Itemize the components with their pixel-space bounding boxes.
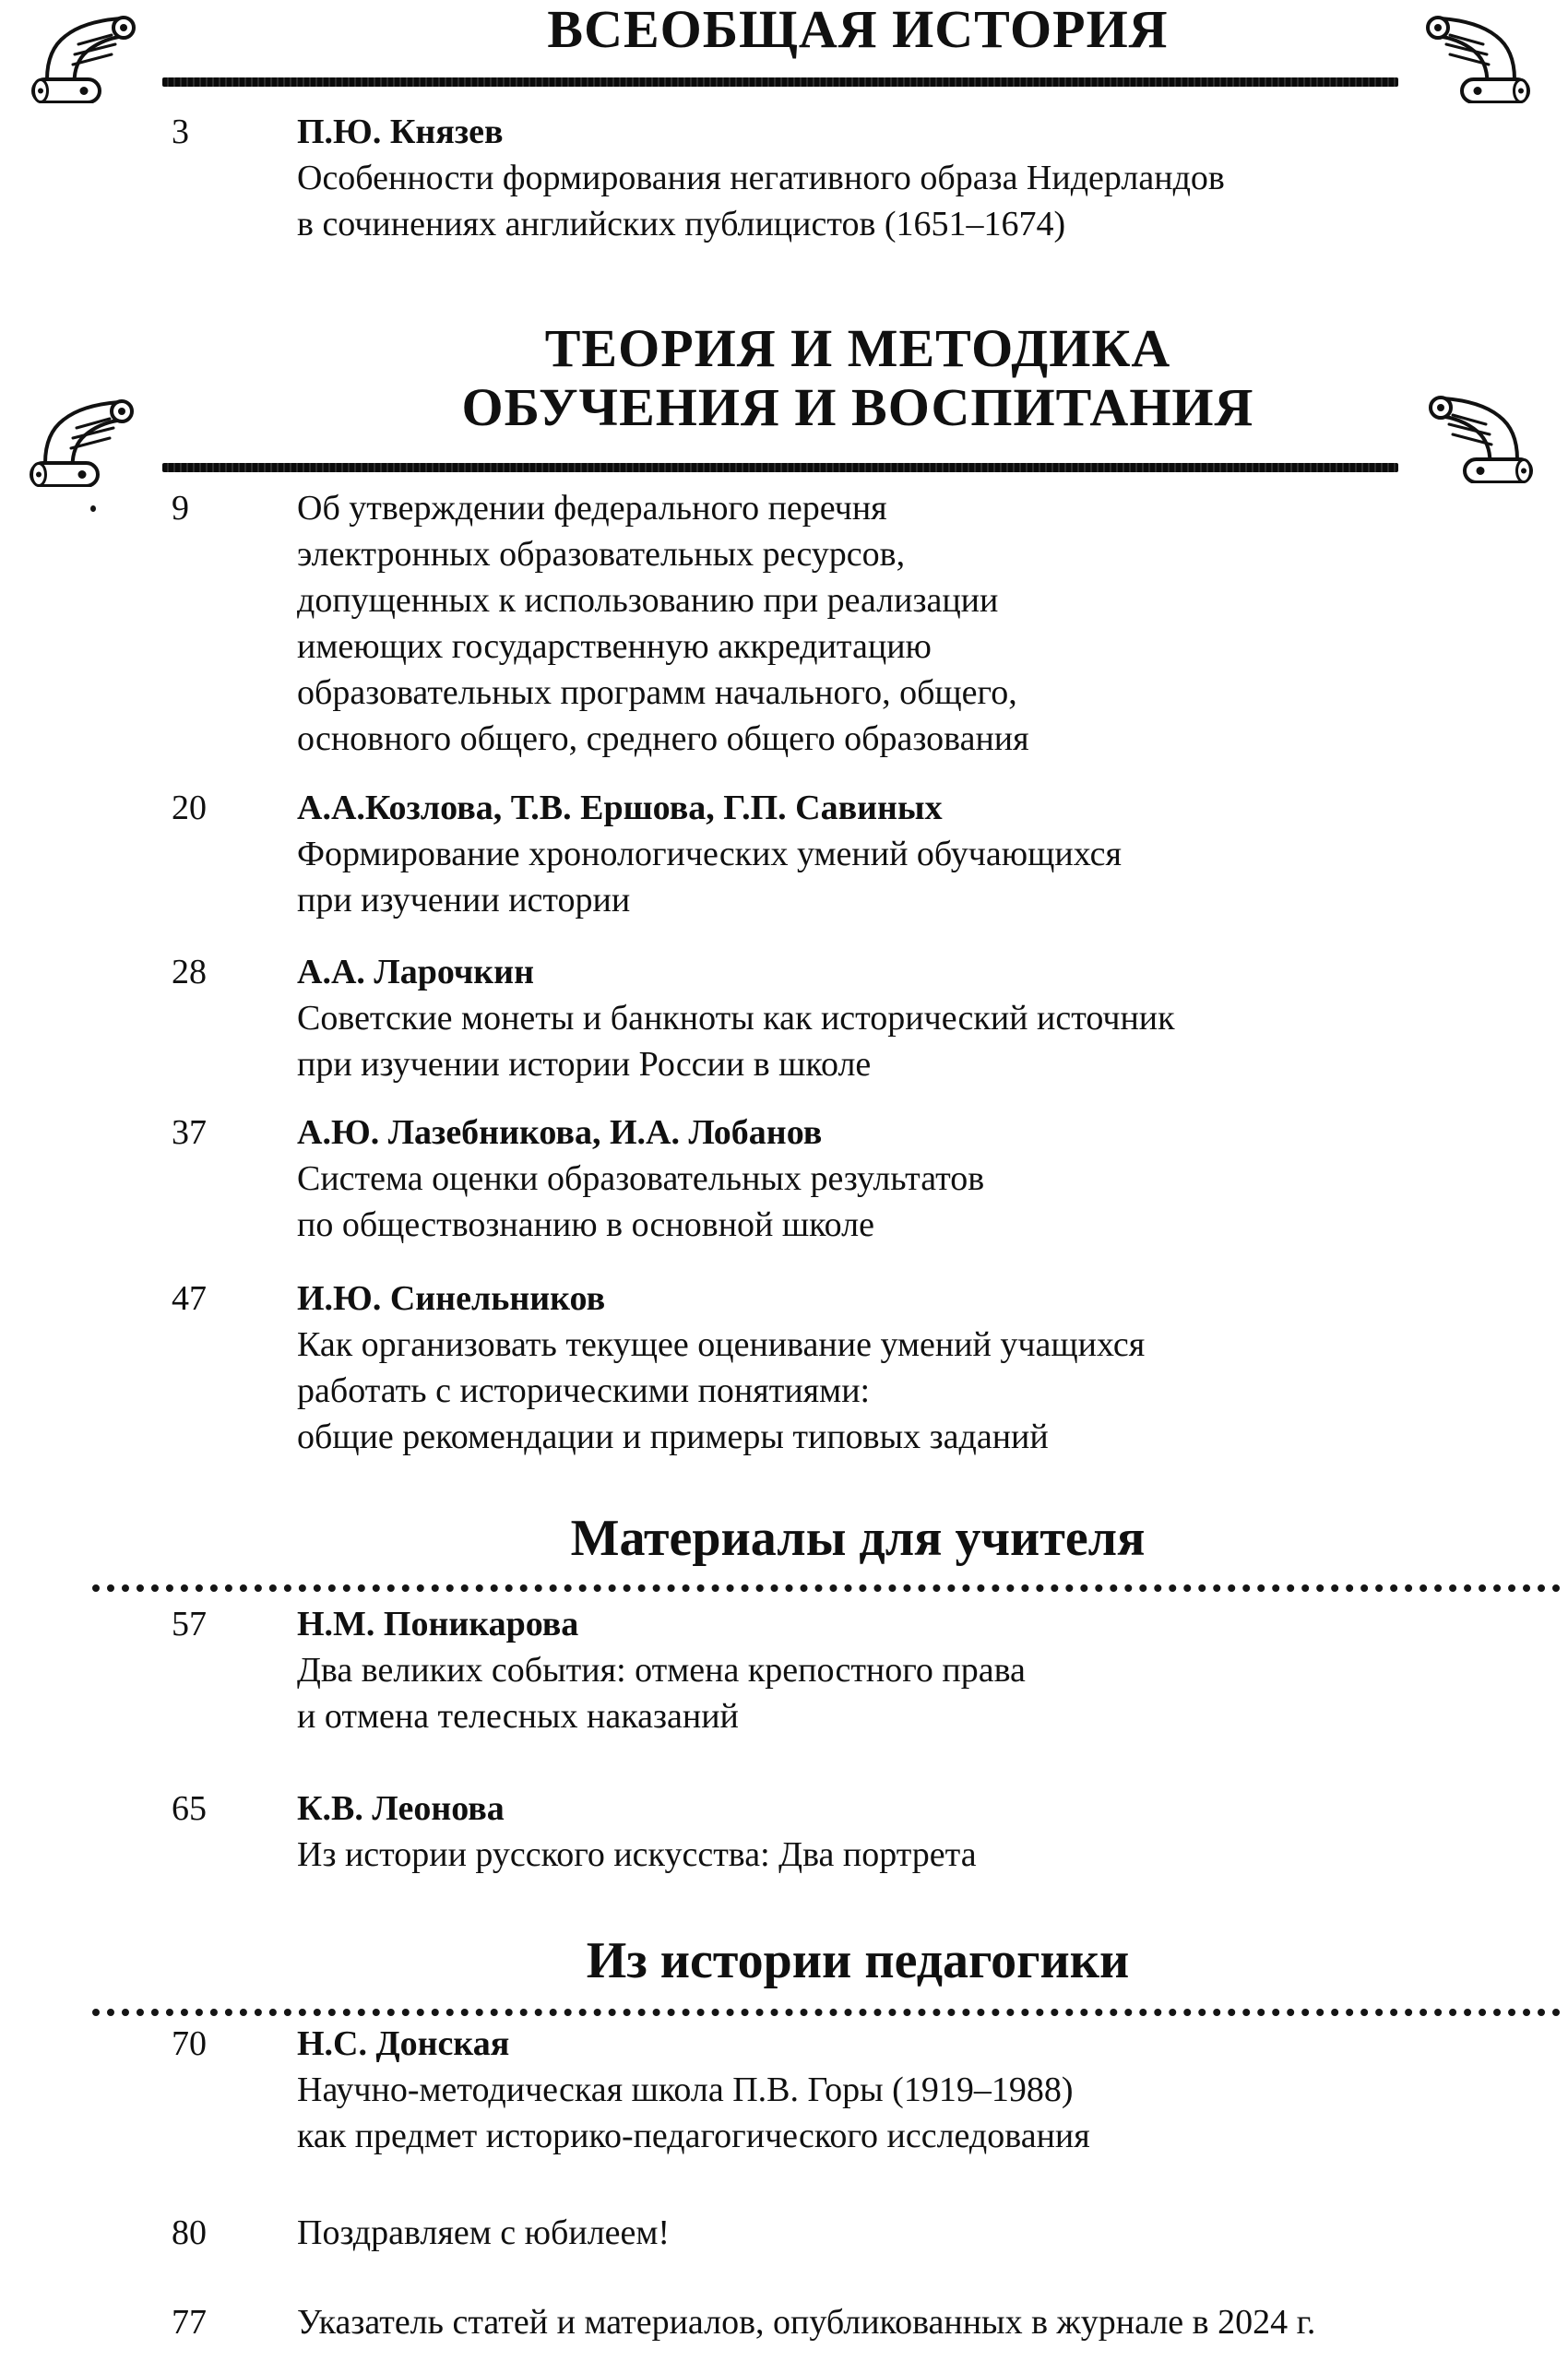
entry-title-line: имеющих государственную аккредитацию <box>297 627 932 666</box>
entry-authors: И.Ю. Синельников <box>297 1279 606 1318</box>
entry-authors: К.В. Леонова <box>297 1789 505 1828</box>
page-number: 47 <box>172 1279 207 1318</box>
entry-authors: А.Ю. Лазебникова, И.А. Лобанов <box>297 1113 823 1152</box>
entry-text <box>297 949 1531 1087</box>
entry-authors: Н.М. Поникарова <box>297 1605 579 1643</box>
section-heading-line: Материалы для учителя <box>570 1510 1146 1567</box>
toc-entry <box>172 1786 1531 1878</box>
entry-title-line: работать с историческими понятиями: <box>297 1371 871 1410</box>
entry-text <box>297 1275 1531 1460</box>
header-rule <box>162 463 1398 472</box>
page-number: 3 <box>172 113 189 151</box>
entry-title-line: допущенных к использованию при реализации <box>297 581 999 620</box>
entry-text <box>297 1786 1531 1878</box>
entry-title-line: общие рекомендации и примеры типовых заданий <box>297 1418 1049 1456</box>
section-heading <box>304 1511 1411 1566</box>
entry-text <box>297 2299 1531 2345</box>
page-number: 65 <box>172 1789 207 1828</box>
entry-title-line: Система оценки образовательных результатов <box>297 1159 985 1198</box>
entry-title-line: Из истории русского искусства: Два портрета <box>297 1835 977 1874</box>
toc-entry <box>172 485 1531 762</box>
toc-entry <box>172 1275 1531 1460</box>
entry-title-line: в сочинениях английских публицистов (1651–1674) <box>297 205 1066 243</box>
entry-title-line: основного общего, среднего общего образования <box>297 719 1029 758</box>
page-number: 37 <box>172 1113 207 1152</box>
entry-text <box>297 2021 1531 2159</box>
entry-text <box>297 1109 1531 1248</box>
entry-title-line: Научно-методическая школа П.В. Горы (1919–1988) <box>297 2070 1074 2109</box>
entry-title-line: Советские монеты и банкноты как исторический источник <box>297 999 1175 1038</box>
entry-title-line: по обществознанию в основной школе <box>297 1205 874 1244</box>
entry-title-line: при изучении истории <box>297 881 631 919</box>
entry-authors: А.А. Ларочкин <box>297 953 534 991</box>
dotted-divider <box>92 1584 1561 1592</box>
section-heading <box>304 0 1411 59</box>
entry-text <box>297 2210 1531 2256</box>
section-heading-line: ВСЕОБЩАЯ ИСТОРИЯ <box>547 0 1169 59</box>
entry-title-line: образовательных программ начального, общего, <box>297 673 1017 712</box>
toc-entry <box>172 2299 1531 2345</box>
page-number: 80 <box>172 2213 207 2252</box>
entry-authors: Н.С. Донская <box>297 2024 510 2063</box>
toc-entry <box>172 2021 1531 2159</box>
section-heading <box>304 1933 1411 1988</box>
scroll-icon <box>1408 7 1543 103</box>
toc-entry <box>172 1601 1531 1739</box>
entry-title-line: Формирование хронологических умений обучающихся <box>297 835 1123 873</box>
entry-title-line: Особенности формирования негативного образа Нидерландов <box>297 159 1225 197</box>
page-number: 70 <box>172 2024 207 2063</box>
scan-artifact-dot <box>90 505 96 512</box>
entry-title-line: Как организовать текущее оценивание умений учащихся <box>297 1325 1146 1364</box>
entry-text <box>297 485 1531 762</box>
scroll-icon <box>18 7 153 103</box>
entry-authors: П.Ю. Князев <box>297 113 504 151</box>
page-number: 20 <box>172 789 207 827</box>
entry-title-line: Поздравляем с юбилеем! <box>297 2213 671 2252</box>
toc-entry <box>172 2210 1531 2256</box>
section-heading-line: ОБУЧЕНИЯ И ВОСПИТАНИЯ <box>461 377 1254 437</box>
entry-title-line: Указатель статей и материалов, опубликованных в журнале в 2024 г. <box>297 2303 1316 2342</box>
section-heading-line: ТЕОРИЯ И МЕТОДИКА <box>544 318 1171 378</box>
entry-authors: А.А.Козлова, Т.В. Ершова, Г.П. Савиных <box>297 789 943 827</box>
scroll-icon <box>17 391 151 487</box>
page-number: 28 <box>172 953 207 991</box>
entry-title-line: Об утверждении федерального перечня <box>297 489 887 528</box>
entry-title-line: электронных образовательных ресурсов, <box>297 535 906 574</box>
page-number: 57 <box>172 1605 207 1643</box>
entry-text <box>297 1601 1531 1739</box>
entry-title-line: Два великих события: отмена крепостного права <box>297 1651 1026 1690</box>
toc-entry <box>172 109 1531 247</box>
toc-entry <box>172 1109 1531 1248</box>
toc-entry <box>172 949 1531 1087</box>
section-heading-line: Из истории педагогики <box>586 1932 1130 1989</box>
entry-title-line: и отмена телесных наказаний <box>297 1697 739 1736</box>
header-rule <box>162 77 1398 87</box>
entry-title-line: как предмет историко-педагогического исследования <box>297 2117 1090 2155</box>
dotted-divider <box>92 2009 1561 2016</box>
entry-text <box>297 109 1531 247</box>
scroll-icon <box>1411 387 1546 483</box>
toc-entry <box>172 785 1531 923</box>
entry-title-line: при изучении истории России в школе <box>297 1045 872 1084</box>
section-heading <box>304 319 1411 437</box>
page-number: 9 <box>172 489 189 528</box>
page-number: 77 <box>172 2303 207 2342</box>
entry-text <box>297 785 1531 923</box>
